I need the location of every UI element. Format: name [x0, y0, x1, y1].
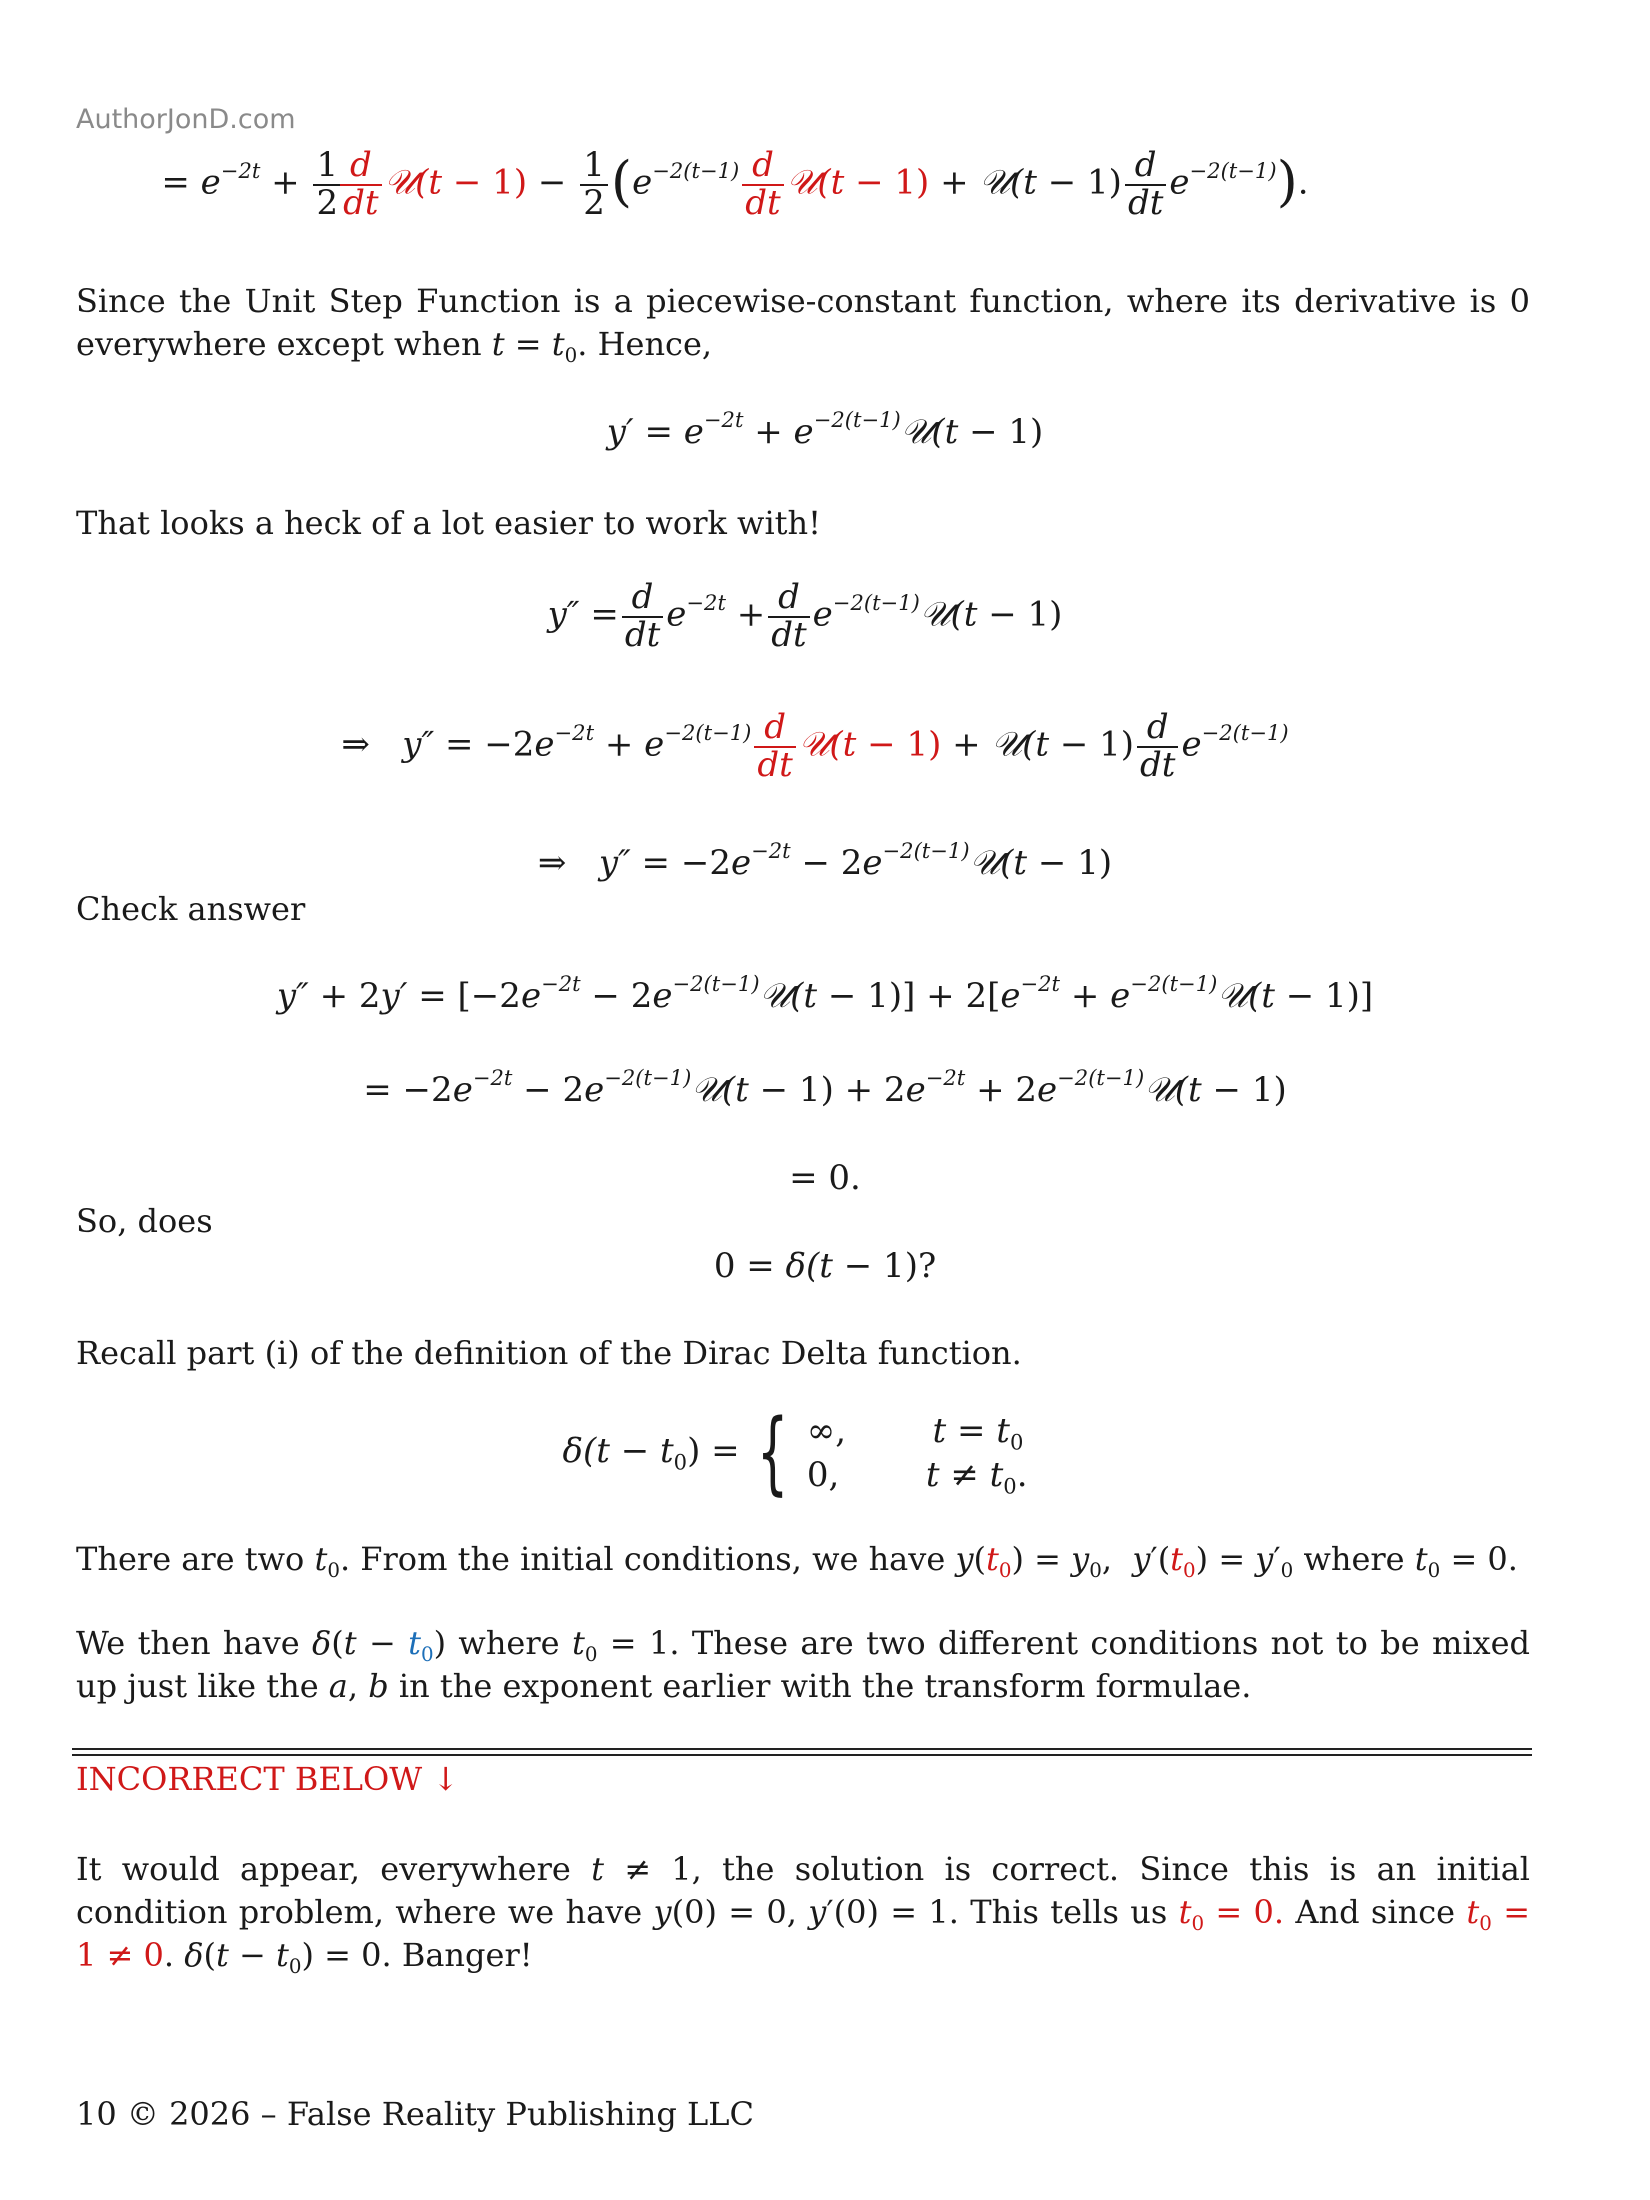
equation-y-double-prime-expanded: ⇒ $y'' = -2e^{-2t} + e^{-2(t-1)}$ $\frac{d}{dt}$ 𝒰(t − 1) + 𝒰(t − 1) $\frac{d}{dt}$ $e^{-2(t-1)}$ — [341, 707, 1289, 785]
equation-dirac-delta-definition: $\delta(t - t_0)$ = { ∞, $t = t_0$ 0, $t \ne t_0$. — [562, 1400, 1028, 1505]
paragraph-text: We then have — [76, 1624, 312, 1662]
paragraph-two-t0: There are two $t_0$. From the initial conditions, we have $y(t_0) = y_0$, $y'(t_0) = y'_0$ where $t_0 = 0$. — [76, 1540, 1518, 1582]
paragraph-text: . This tells us — [948, 1893, 1179, 1931]
equation-y-double-prime-result: ⇒ $y'' = -2e^{-2t}$ − $2e^{-2(t-1)}𝒰(t - 1)$ — [537, 838, 1113, 883]
site-watermark: AuthorJonD.com — [76, 104, 296, 135]
paragraph-unit-step: Since the Unit Step Function is a piecewise-constant function, where its derivative is 0 everywhere except when $t = t_0$. Hence, — [76, 282, 1530, 367]
paragraph-text: It would appear, everywhere — [76, 1850, 592, 1888]
paragraph-text: Banger! — [391, 1936, 533, 1974]
equation-derivative-expansion: = $e^{-2t}$ + $\frac{1}{2}$ $\frac{d}{dt}$ 𝒰(t − 1) − $\frac{1}{2}$ ($e^{-2(t-1)}$ $\frac{d}{dt}$ 𝒰(t − 1) + 𝒰(t − 1) $\frac{d}{dt}$ $e^{-2(t-1)}$). — [161, 145, 1309, 223]
paragraph-text: Since the Unit Step Function is a piecewise-constant function, where its derivative is 0 everywhere except when — [76, 282, 1530, 363]
paragraph-easier: That looks a heck of a lot easier to work with! — [76, 504, 821, 542]
incorrect-below-label: INCORRECT BELOW ↓ — [76, 1760, 460, 1798]
equation-y-double-prime: y″ = $\frac{d}{dt}$ $e^{-2t}$ + $\frac{d}{dt}$ $e^{-2(t-1)}𝒰(t - 1)$ — [547, 577, 1063, 655]
equation-check-substitution: $y'' + 2y' = [-2e^{-2t}$ − $2e^{-2(t-1)}𝒰(t - 1)] + 2[e^{-2t}$ + $e^{-2(t-1)}𝒰(t - 1)$] — [276, 971, 1374, 1016]
paragraph-text: . Hence, — [577, 325, 713, 363]
paragraph-text: , the solution is correct. Since this is an initial condition problem, where we have — [76, 1850, 1530, 1931]
section-divider — [72, 1754, 1532, 1756]
paragraph-so-does: So, does — [76, 1202, 213, 1240]
equation-check-zero: = 0. — [789, 1158, 861, 1198]
paragraph-text: in the exponent earlier with the transform formulae. — [388, 1667, 1252, 1705]
page-footer: 10 © 2026 – False Reality Publishing LLC — [76, 2095, 755, 2133]
paragraph-banger: It would appear, everywhere t ≠ 1, the solution is correct. Since this is an initial condition problem, where we have y(0) = 0, y′(0) = 1. This tells us $t_0 = 0$. And since $t_0 = 1 \ne 0$. $\delta(t - t_0) = 0$. Banger! — [76, 1850, 1531, 1978]
paragraph-text: where — [446, 1624, 572, 1662]
equation-zero-equals-delta: 0 = δ(t − 1)? — [713, 1246, 937, 1286]
equation-check-expanded: = $-2e^{-2t}$ − $2e^{-2(t-1)}𝒰(t - 1) + 2e^{-2t}$ + $2e^{-2(t-1)}𝒰(t - 1)$ — [363, 1065, 1287, 1110]
paragraph-text: where — [1293, 1540, 1415, 1578]
paragraph-check-answer: Check answer — [76, 890, 306, 928]
paragraph-text: . From the initial conditions, we have — [339, 1540, 956, 1578]
section-divider — [72, 1748, 1532, 1750]
paragraph-then-have: We then have $\delta(t - t_0)$ where $t_0 = 1$. These are two different conditions not to be mixed up just like the a, b in the exponent earlier with the transform formulae. — [76, 1624, 1531, 1705]
paragraph-recall: Recall part (i) of the definition of the Dirac Delta function. — [76, 1334, 1022, 1372]
equation-y-prime: $y' = e^{-2t}$ + $e^{-2(t-1)}𝒰(t - 1)$ — [606, 407, 1044, 452]
paragraph-text: . These are two different conditions not to be mixed up just like the — [76, 1624, 1531, 1705]
paragraph-text: There are two — [76, 1540, 315, 1578]
paragraph-text: And since — [1284, 1893, 1467, 1931]
